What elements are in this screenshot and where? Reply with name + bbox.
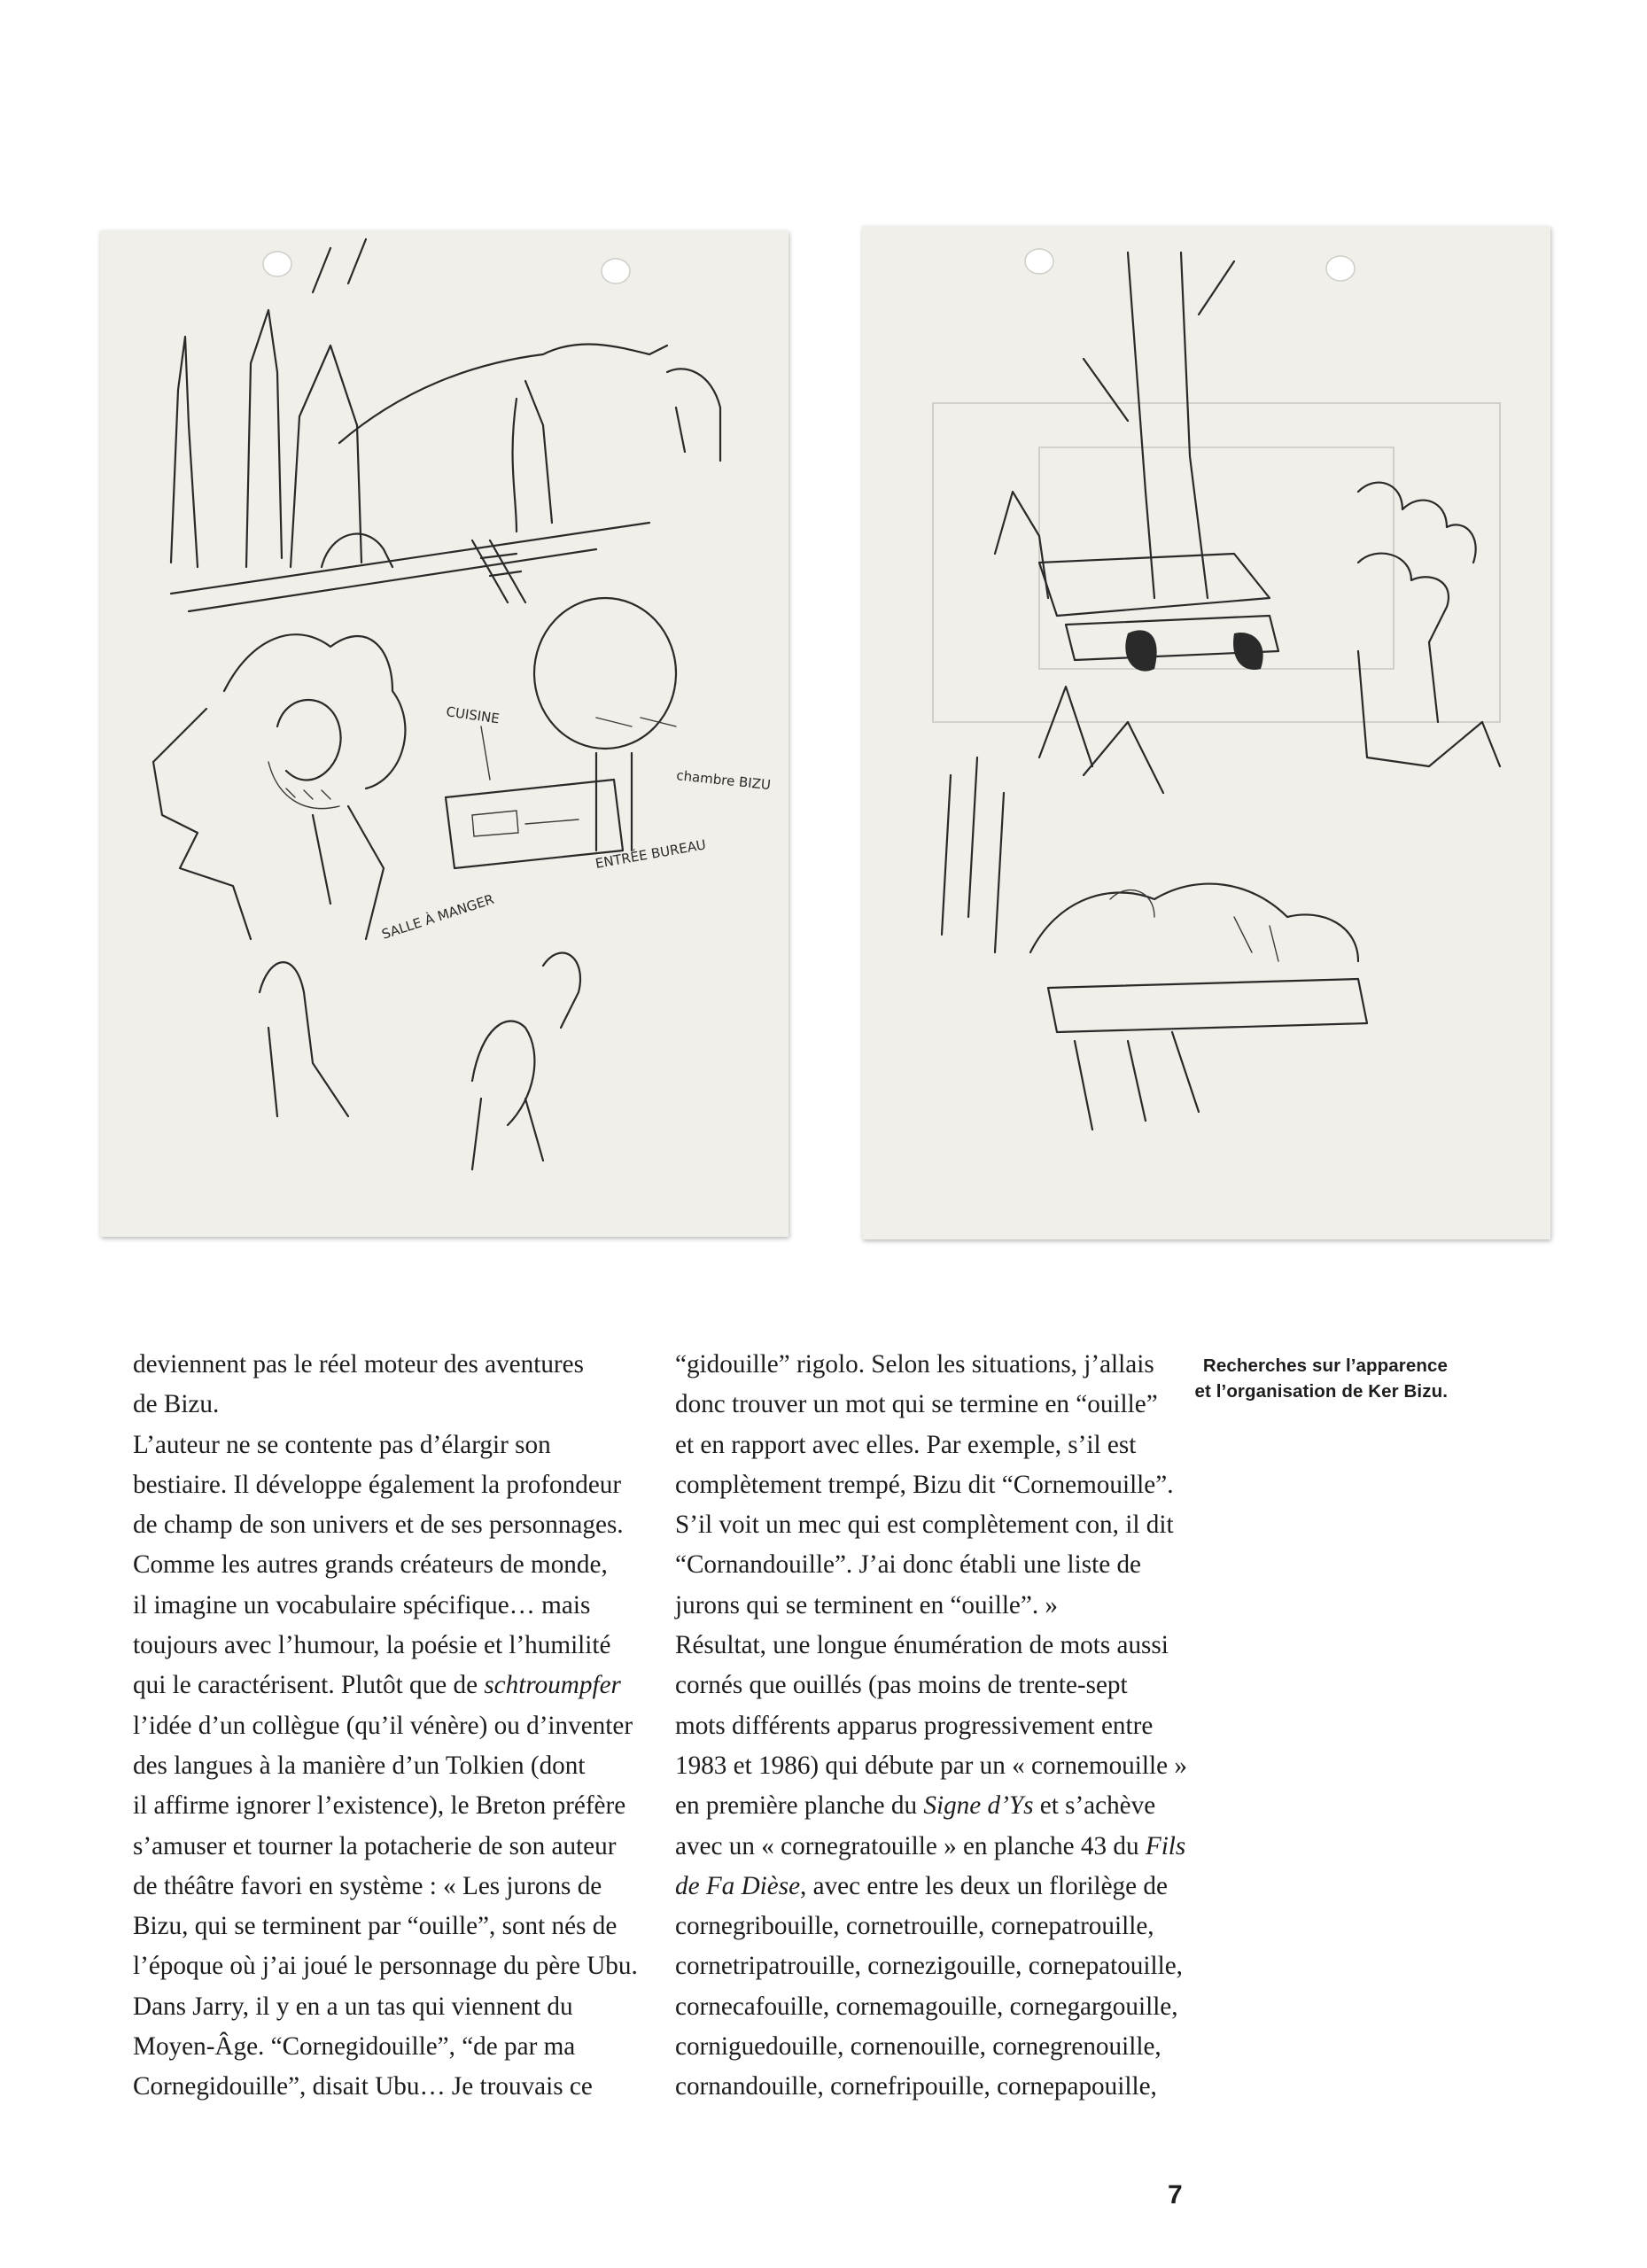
text-line: Résultat, une longue énumération de mots aussi (675, 1631, 1169, 1660)
binder-hole (602, 259, 630, 284)
text-segment: avec un « cornegratouille » en planche 43 du (675, 1831, 1146, 1860)
text-line: Bizu, qui se terminent par “ouille”, sont nés de (133, 1912, 618, 1941)
text-column-left (133, 1345, 638, 2108)
sketch-right (862, 226, 1550, 1239)
text-line: toujours avec l’humour, la poésie et l’humilité (133, 1631, 611, 1660)
text-line: “gidouille” rigolo. Selon les situations, j’allais (675, 1350, 1154, 1379)
text-line: de Bizu. (133, 1390, 220, 1419)
text-line: 1983 et 1986) qui débute par un « cornemouille » (675, 1751, 1187, 1780)
text-line: cornegribouille, cornetrouille, cornepatrouille, (675, 1912, 1154, 1941)
text-line: L’auteur ne se contente pas d’élargir son (133, 1430, 551, 1459)
sketch-left (100, 230, 789, 1237)
text-segment: , avec entre les deux un florilège de (800, 1871, 1168, 1900)
text-line: donc trouver un mot qui se termine en “ouille” (675, 1390, 1158, 1419)
text-line: “Cornandouille”. J’ai donc établi une liste de (675, 1550, 1142, 1580)
binder-hole (263, 252, 291, 276)
text-line: corniguedouille, cornenouille, cornegrenouille, (675, 2032, 1161, 2062)
text-line: il imagine un vocabulaire spécifique… mais (133, 1590, 591, 1619)
text-line: de champ de son univers et de ses personnages. (133, 1511, 624, 1540)
sketch-label-salle: SALLE À MANGER (379, 890, 496, 943)
text-line: et en rapport avec elles. Par exemple, s’il est (675, 1430, 1137, 1459)
text-line: cornetripatrouille, cornezigouille, cornepatouille, (675, 1952, 1183, 1981)
text-line: S’il voit un mec qui est complètement con, il dit (675, 1511, 1174, 1540)
text-line: jurons qui se terminent en “ouille”. » (675, 1590, 1059, 1619)
text-line: s’amuser et tourner la potacherie de son auteur (133, 1831, 617, 1860)
text-line: cornandouille, cornefripouille, cornepapouille, (675, 2072, 1157, 2101)
figure-caption (1129, 1353, 1448, 1404)
text-line: Comme les autres grands créateurs de monde, (133, 1550, 608, 1580)
binder-hole (1326, 256, 1355, 281)
text-line: l’idée d’un collègue (qu’il vénère) ou d’inventer (133, 1711, 633, 1740)
text-line (675, 1786, 1187, 1826)
text-line: Dans Jarry, il y en a un tas qui viennent du (133, 1992, 573, 2021)
text-line (675, 1867, 1187, 1907)
text-line: de théâtre favori en système : « Les jurons de (133, 1871, 602, 1900)
text-column-middle (675, 1345, 1187, 2108)
text-segment: en première planche du (675, 1791, 924, 1821)
text-line: Moyen-Âge. “Cornegidouille”, “de par ma (133, 2032, 576, 2062)
text-line: mots différents apparus progressivement entre (675, 1711, 1154, 1740)
text-italic: Signe d’Ys (923, 1791, 1034, 1821)
text-line: des langues à la manière d’un Tolkien (dont (133, 1751, 586, 1780)
text-italic: schtroumpfer (484, 1671, 621, 1700)
sketch-right-drawing (862, 226, 1550, 1239)
text-line: bestiaire. Il développe également la profondeur (133, 1470, 622, 1499)
sketch-label-entree: ENTRÉE BUREAU (594, 836, 708, 872)
text-line: cornés que ouillés (pas moins de trente-sept (675, 1671, 1128, 1700)
text-italic: de Fa Dièse (675, 1871, 801, 1900)
binder-hole (1025, 249, 1053, 274)
text-line: cornecafouille, cornemagouille, cornegargouille, (675, 1992, 1178, 2021)
caption-line: Recherches sur l’apparence (1202, 1355, 1448, 1376)
text-segment: qui le caractérisent. Plutôt que de (133, 1671, 485, 1700)
text-line (133, 1666, 638, 1705)
text-italic: Fils (1145, 1831, 1186, 1860)
text-line: Cornegidouille”, disait Ubu… Je trouvais ce (133, 2072, 593, 2101)
text-line: complètement trempé, Bizu dit “Cornemouille”. (675, 1470, 1174, 1499)
sketch-label-chambre: chambre BIZU (675, 767, 772, 794)
text-line: il affirme ignorer l’existence), le Breton préfère (133, 1791, 626, 1821)
text-line (675, 1827, 1187, 1867)
sketch-left-drawing (100, 230, 789, 1237)
sketch-label-cuisine: CUISINE (445, 703, 501, 727)
caption-line: et l’organisation de Ker Bizu. (1194, 1381, 1448, 1402)
text-line: l’époque où j’ai joué le personnage du père Ubu. (133, 1952, 638, 1981)
text-line: deviennent pas le réel moteur des aventures (133, 1350, 584, 1379)
text-segment: et s’achève (1033, 1791, 1156, 1821)
page-number: 7 (1168, 2180, 1183, 2210)
